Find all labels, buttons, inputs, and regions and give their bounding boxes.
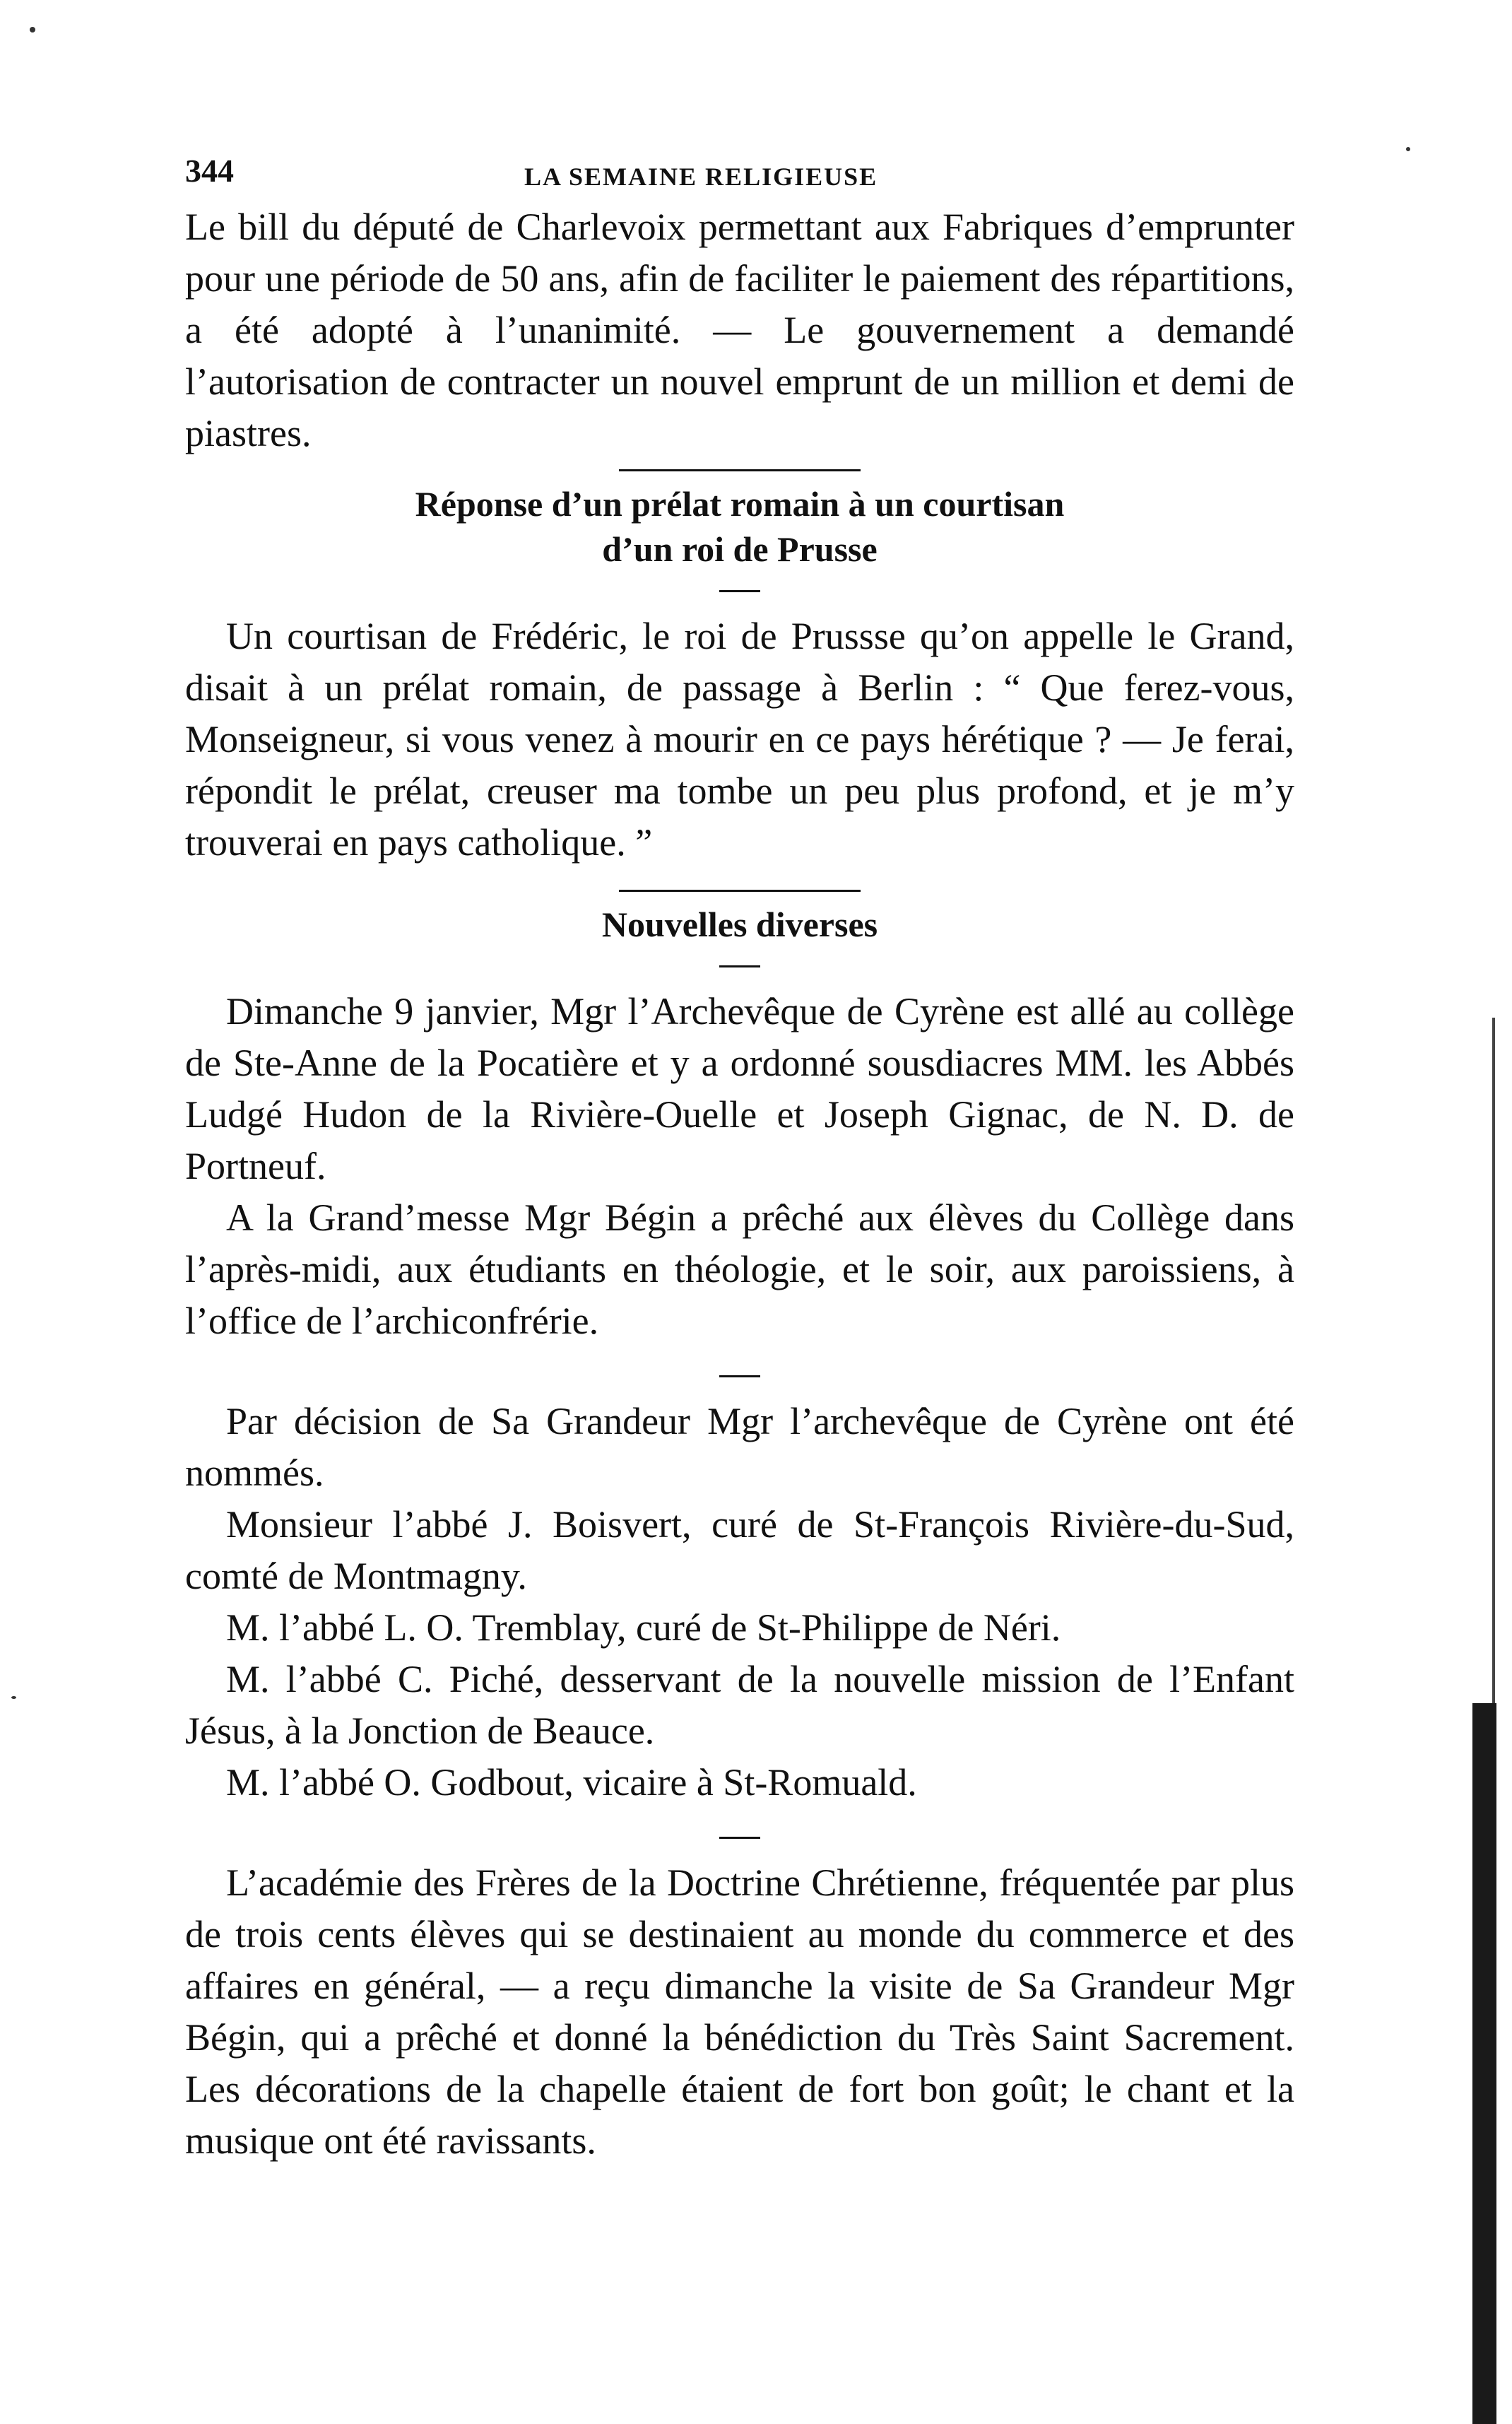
section-title-reponse-line-2: d’un roi de Prusse <box>602 529 878 569</box>
scan-speck <box>1406 147 1410 151</box>
paragraph-grandmesse: A la Grand’messe Mgr Bégin a prêché aux élèves du Collège dans l’après-midi, aux étudiants en théologie, et le soir, aux paroissiens, à l’office de l’archiconfrérie. <box>185 1196 1294 1342</box>
paragraph-reponse: Un courtisan de Frédéric, le roi de Prussse qu’on appelle le Grand, disait à un prélat romain, de passage à Berlin : “ Que ferez-vous, Monseigneur, si vous venez à mourir en ce pays hérétique ? — Je ferai, répondit le prélat, creuser ma tombe un peu plus profond, et je m’y trouverai en pays catholique. ” <box>185 615 1294 864</box>
running-title: LA SEMAINE RELIGIEUSE <box>524 163 878 191</box>
paragraph-boisvert: Monsieur l’abbé J. Boisvert, curé de St-François Rivière-du-Sud, comté de Montmagny. <box>185 1503 1294 1597</box>
scan-speck <box>11 1696 16 1699</box>
title-dash <box>719 965 760 967</box>
paragraph-academie: L’académie des Frères de la Doctrine Chrétienne, fréquentée par plus de trois cents élèves qui se destinaient au monde du commerce et des affaires en général, — a reçu dimanche la visite de Sa Grandeur Mgr Bégin, qui a prêché et donné la bénédiction du Très Saint Sacrement. Les décorations de la chapelle étaient de fort bon goût; le chant et la musique ont été ravissants. <box>185 1861 1294 2162</box>
paragraph-dimanche: Dimanche 9 janvier, Mgr l’Archevêque de Cyrène est allé au collège de Ste-Anne de la Pocatière et y a ordonné sousdiacres MM. les Abbés Ludgé Hudon de la Rivière-Ouelle et Joseph Gignac, de N. D. de Portneuf. <box>185 990 1294 1187</box>
scan-speck <box>30 27 35 33</box>
section-title-reponse-line-1: Réponse d’un prélat romain à un courtisan <box>415 484 1065 524</box>
paragraph-decision: Par décision de Sa Grandeur Mgr l’archevêque de Cyrène ont été nommés. <box>185 1400 1294 1494</box>
scan-edge-shadow <box>1472 1703 1496 2424</box>
scan-edge-shadow <box>1492 1018 1495 1710</box>
page-number: 344 <box>185 153 234 189</box>
paragraph-bill: Le bill du député de Charlevoix permettant aux Fabriques d’emprunter pour une période de 50 ans, afin de faciliter le paiement des répartitions, a été adopté à l’unanimité. — Le gouvernement a demandé l’autorisation de contracter un nouvel emprunt de un million et demi de piastres. <box>185 206 1294 454</box>
section-title-nouvelles: Nouvelles diverses <box>601 905 878 944</box>
paragraph-tremblay: M. l’abbé L. O. Tremblay, curé de St-Philippe de Néri. <box>226 1606 1061 1649</box>
document-page <box>185 152 1294 2167</box>
section-divider <box>619 890 861 892</box>
running-head <box>185 152 1294 201</box>
section-divider <box>619 469 861 471</box>
item-dash <box>719 1837 760 1839</box>
paragraph-godbout: M. l’abbé O. Godbout, vicaire à St-Romuald. <box>226 1761 917 1804</box>
paragraph-piche: M. l’abbé C. Piché, desservant de la nouvelle mission de l’Enfant Jésus, à la Jonction de Beauce. <box>185 1658 1294 1752</box>
title-dash <box>719 590 760 592</box>
item-dash <box>719 1375 760 1377</box>
